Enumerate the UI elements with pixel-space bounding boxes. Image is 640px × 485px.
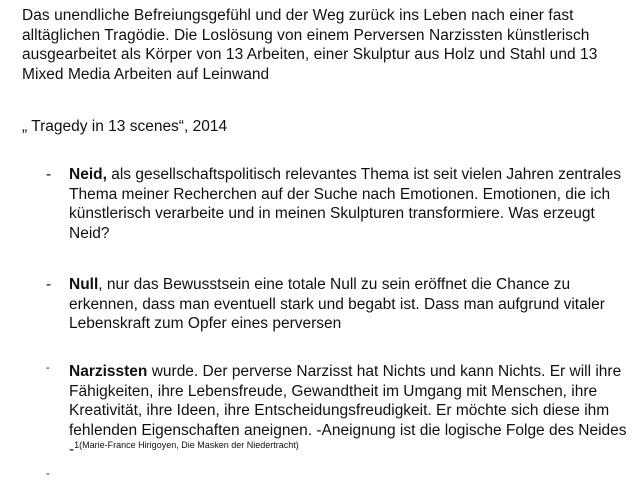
footnote-reference: 1(Marie-France Hirigoyen, Die Masken der Niedertracht) [74,440,299,450]
list-item-keyword: Narzissten [69,363,148,380]
list-item-text [69,165,639,243]
intro-text: Das unendliche Befreiungsgefühl und der Weg zurück ins Leben nach einer fast alltäglichen Tragödie. Die Loslösung von einem Perversen Narzissten künstlerisch ausgearbeitet als Körper von 13 Arbeiten, einer Skulptur aus Holz und Stahl und 13 Mixed Media Arbeiten auf Leinwand [22,7,598,83]
list-item-body: als gesellschaftspolitisch relevantes Thema ist seit vielen Jahren zentrales Thema meiner Recherchen auf der Suche nach Emotionen. Emotionen, die ich künstlerisch verarbeite und in meinen Skulpturen transformiere. Was erzeugt Neid? [69,166,621,242]
list-item-keyword: Neid, [69,166,107,183]
work-title: „ Tragedy in 13 scenes“, 2014 [22,118,228,135]
list-item-keyword: Null [69,276,99,293]
list-bullet: - [46,166,52,183]
list-item-text [69,275,639,334]
list-item-text [69,362,639,460]
intro-paragraph [22,6,622,84]
list-bullet: - [46,276,52,293]
list-item-body: , nur das Bewusstsein eine totale Null zu sein eröffnet die Chance zu erkennen, dass man eventuell stark und begabt ist. Dass man aufgrund vitaler Lebenskraft zum Opfer eines perversen [69,276,605,332]
list-item-body: wurde. Der perverse Narzisst hat Nichts und kann Nichts. Er will ihre Fähigkeiten, ihre Lebensfreude, Gewandtheit im Umgang mit Menschen, ihre Kreativität, ihre Ideen, ihre Entscheidungsfreudigkeit. Er möchte sich diese ihm fehlenden Eigenschaften aneignen. -Aneignung ist die logische Folge des Neides - [69,363,627,458]
list-bullet: - [46,362,50,374]
list-bullet: - [46,468,50,480]
